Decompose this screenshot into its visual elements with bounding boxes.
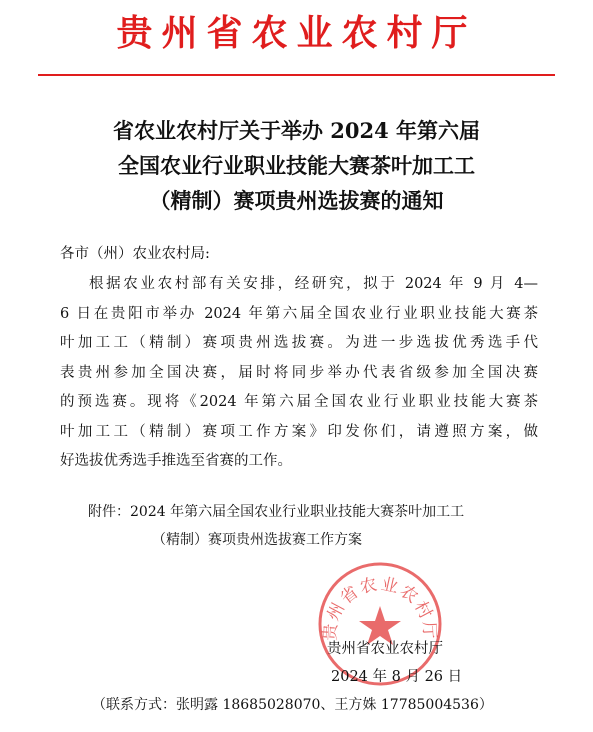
signature-org: 贵州省农业农村厅 [327, 641, 443, 657]
body-line: 根据农业农村部有关安排，经研究，拟于 2024 年 9 月 4— [89, 276, 538, 292]
body-paragraph [60, 270, 538, 477]
signature-date: 2024 年 8 月 26 日 [331, 669, 463, 685]
document-title-line-1: 省农业农村厅关于举办 2024 年第六届 [112, 118, 481, 143]
body-line: 叶加工工（精制）赛项工作方案》印发你们，请遵照方案，做 [60, 423, 538, 440]
attachment-line-1: 附件：2024 年第六届全国农业行业职业技能大赛茶叶加工工 [88, 504, 465, 520]
body-line: 的预选赛。现将《2024 年第六届全国农业行业职业技能大赛茶 [60, 394, 538, 410]
red-header-rule [38, 74, 555, 76]
salutation: 各市（州）农业农村局: [60, 246, 210, 262]
seal-text: 贵州省农业农村厅 [320, 574, 440, 642]
attachment-line-2: （精制）赛项贵州选拔赛工作方案 [152, 532, 362, 548]
body-line: 表贵州参加全国决赛，届时将同步举办代表省级参加全国决赛 [60, 364, 538, 381]
body-line: 叶加工工（精制）赛项贵州选拔赛。为进一步选拔优秀选手代 [60, 335, 538, 351]
document-title-line-3: （精制）赛项贵州选拔赛的通知 [149, 188, 444, 213]
contact-info: （联系方式：张明露 18685028070、王方姝 17785004536） [92, 697, 493, 713]
body-line: 6 日在贵阳市举办 2024 年第六届全国农业行业职业技能大赛茶 [60, 305, 538, 322]
body-line: 好选拔优秀选手推选至省赛的工作。 [60, 453, 292, 469]
document-title-line-2: 全国农业行业职业技能大赛茶叶加工工 [118, 153, 475, 178]
red-header-org-name: 贵州省农业农村厅 [116, 12, 477, 54]
